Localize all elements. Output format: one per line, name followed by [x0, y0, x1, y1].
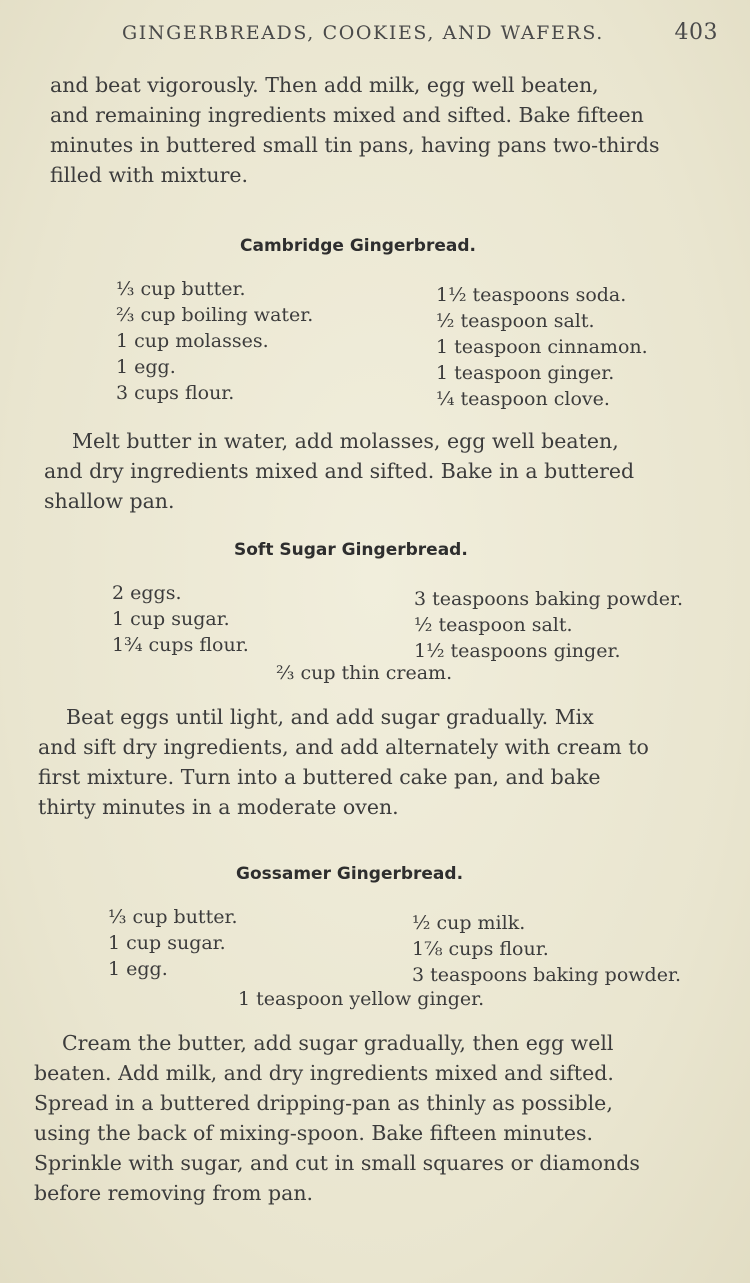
ingredient: 3 teaspoons baking powder.	[414, 588, 683, 610]
recipe-title: Gossamer Gingerbread.	[236, 864, 464, 884]
ingredient: ⅓ cup butter.	[116, 278, 246, 300]
method-paragraph	[34, 1028, 724, 1208]
ingredients-left	[112, 580, 249, 658]
paragraph-line: filled with mixture.	[50, 163, 249, 187]
ingredient: ½ cup milk.	[412, 912, 526, 934]
ingredient: ⅓ cup butter.	[108, 906, 238, 928]
ingredients-right	[436, 282, 648, 412]
paragraph-line: Melt butter in water, add molasses, egg well beaten,	[72, 429, 619, 453]
ingredient: 1 cup sugar.	[112, 608, 230, 630]
paragraph-line: and beat vigorously. Then add milk, egg well beaten,	[50, 73, 599, 97]
ingredient: ⅔ cup boiling water.	[116, 304, 314, 326]
ingredient: 1 egg.	[108, 958, 168, 980]
ingredient: 1⅞ cups flour.	[412, 938, 549, 960]
ingredient-centered: 1 teaspoon yellow ginger.	[238, 988, 485, 1010]
ingredient: 1 cup molasses.	[116, 330, 269, 352]
method-paragraph	[38, 702, 724, 822]
paragraph-line: shallow pan.	[44, 489, 175, 513]
ingredient: ¼ teaspoon clove.	[436, 388, 610, 410]
ingredients-right	[414, 586, 683, 664]
recipe-title: Cambridge Gingerbread.	[240, 236, 476, 256]
ingredient: 2 eggs.	[112, 582, 182, 604]
ingredient: 1 teaspoon cinnamon.	[436, 336, 648, 358]
ingredient: 3 teaspoons baking powder.	[412, 964, 681, 986]
ingredient: ½ teaspoon salt.	[414, 614, 573, 636]
ingredient: 1¾ cups flour.	[112, 634, 249, 656]
paragraph-line: and dry ingredients mixed and sifted. Bake in a buttered	[44, 459, 635, 483]
paragraph-line: before removing from pan.	[34, 1181, 314, 1205]
ingredient: 1½ teaspoons ginger.	[414, 640, 621, 662]
running-head-title: GINGERBREADS, COOKIES, AND WAFERS.	[122, 22, 604, 44]
ingredients-left	[108, 904, 237, 982]
running-head	[122, 22, 718, 52]
page-number: 403	[674, 20, 718, 45]
paragraph-line: minutes in buttered small tin pans, having pans two-thirds	[50, 133, 660, 157]
recipe-title: Soft Sugar Gingerbread.	[234, 540, 468, 560]
paragraph-line: and sift dry ingredients, and add alternately with cream to	[38, 735, 649, 759]
intro-paragraph	[50, 70, 720, 190]
paragraph-line: thirty minutes in a moderate oven.	[38, 795, 399, 819]
paragraph-line: Sprinkle with sugar, and cut in small squares or diamonds	[34, 1151, 640, 1175]
paragraph-line: Beat eggs until light, and add sugar gradually. Mix	[66, 705, 594, 729]
ingredient: 1½ teaspoons soda.	[436, 284, 627, 306]
ingredient: 1 egg.	[116, 356, 176, 378]
method-paragraph	[44, 426, 724, 516]
ingredient: 1 cup sugar.	[108, 932, 226, 954]
ingredient: ½ teaspoon salt.	[436, 310, 595, 332]
ingredients-left	[116, 276, 313, 406]
ingredient: 1 teaspoon ginger.	[436, 362, 615, 384]
paragraph-line: and remaining ingredients mixed and sifted. Bake fifteen	[50, 103, 644, 127]
paragraph-line: first mixture. Turn into a buttered cake pan, and bake	[38, 765, 601, 789]
ingredient-centered: ⅔ cup thin cream.	[276, 662, 453, 684]
ingredients-right	[412, 910, 681, 988]
paragraph-line: Cream the butter, add sugar gradually, then egg well	[62, 1031, 614, 1055]
paragraph-line: using the back of mixing-spoon. Bake fifteen minutes.	[34, 1121, 593, 1145]
paragraph-line: beaten. Add milk, and dry ingredients mixed and sifted.	[34, 1061, 614, 1085]
ingredient: 3 cups flour.	[116, 382, 235, 404]
paragraph-line: Spread in a buttered dripping-pan as thinly as possible,	[34, 1091, 613, 1115]
